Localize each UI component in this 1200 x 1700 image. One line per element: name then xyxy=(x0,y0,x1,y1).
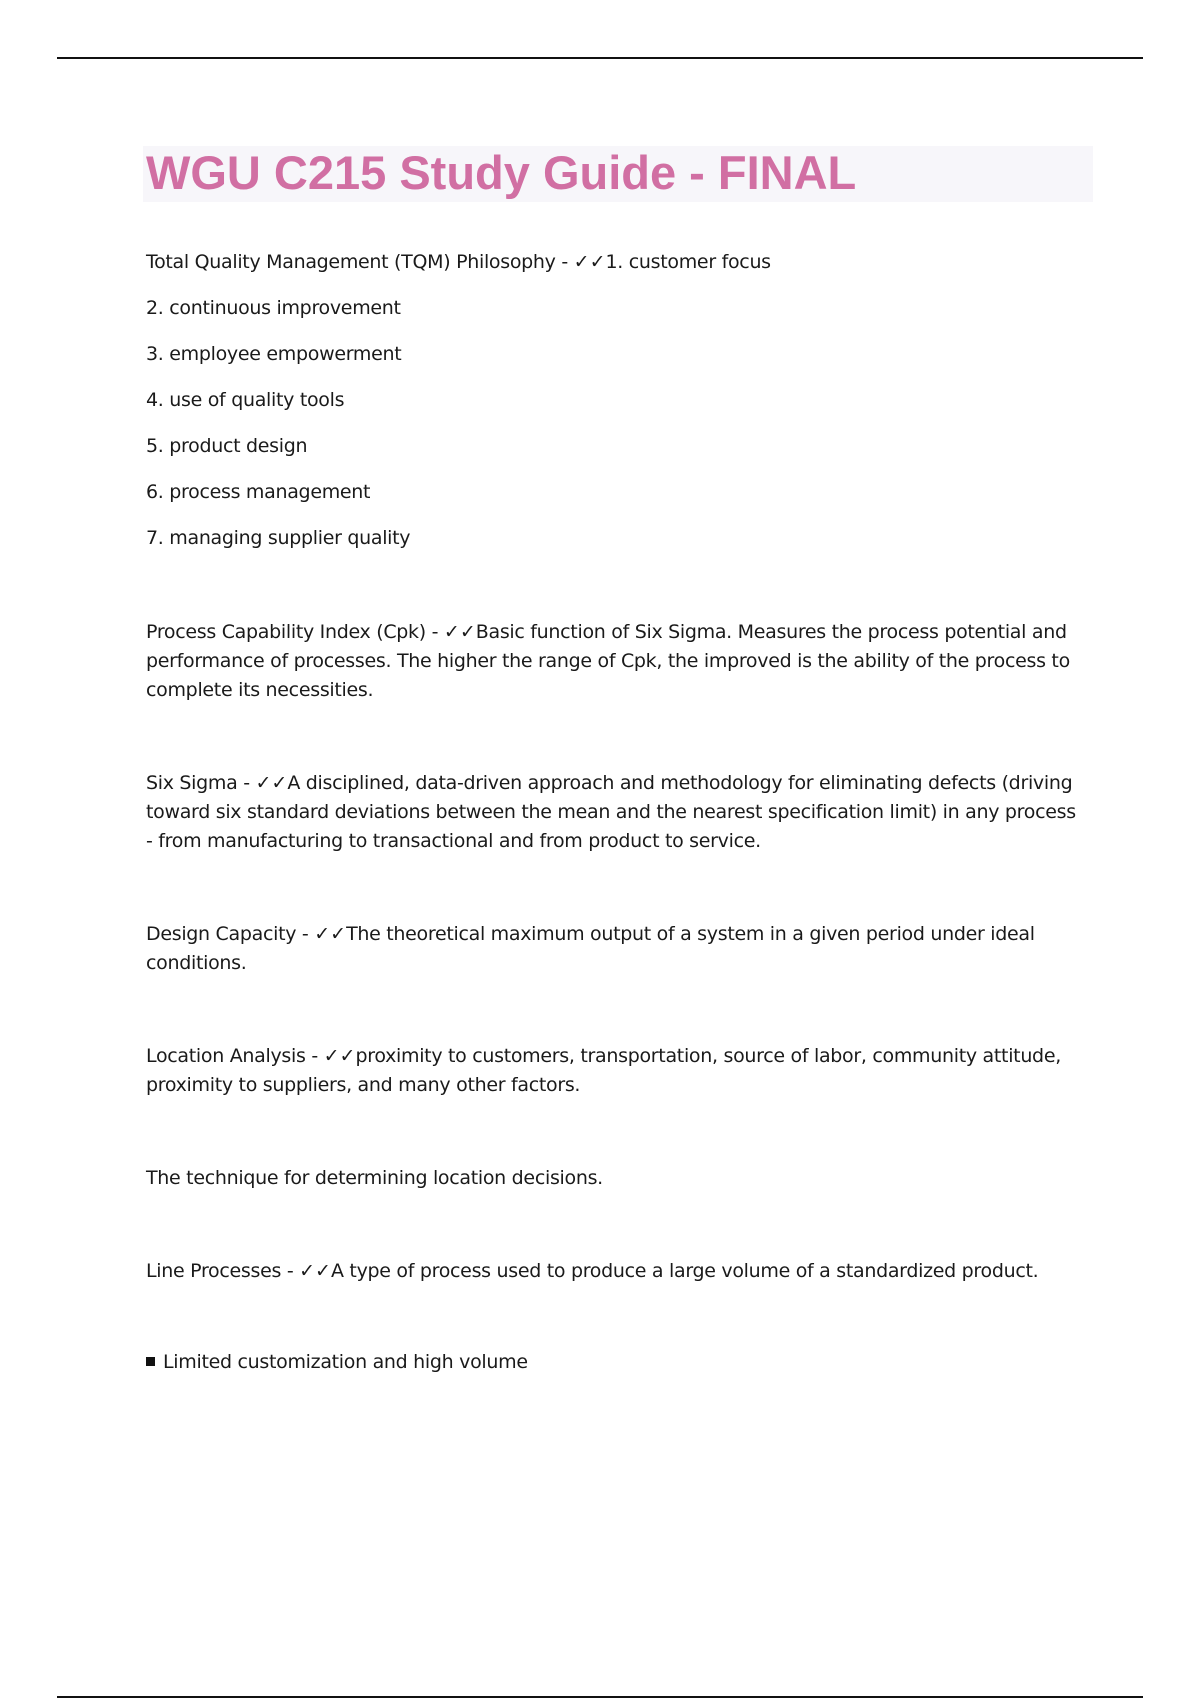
tqm-item: 6. process management xyxy=(146,481,371,503)
check-icon: ✓✓ xyxy=(255,772,288,794)
line-processes-definition: A type of process used to produce a large volume of a standardized product. xyxy=(330,1260,1039,1282)
tqm-item: 5. product design xyxy=(146,435,308,457)
check-icon: ✓✓ xyxy=(573,251,606,273)
location-analysis-definition: proximity to customers, transportation, source of labor, community attitude, proximity to suppliers, and many other factors. xyxy=(146,1045,1061,1096)
tqm-entry xyxy=(146,248,1086,294)
location-analysis-term: Location Analysis - xyxy=(146,1045,324,1067)
cpk-entry xyxy=(146,618,1086,705)
tqm-item: 3. employee empowerment xyxy=(146,343,402,365)
tqm-item: 4. use of quality tools xyxy=(146,389,345,411)
cpk-definition: Basic function of Six Sigma. Measures the process potential and performance of processes. The higher the range of Cpk, the improved is the ability of the process to complete its necessities. xyxy=(146,621,1070,701)
location-analysis-note: The technique for determining location decisions. xyxy=(146,1167,603,1189)
tqm-item: 7. managing supplier quality xyxy=(146,527,411,549)
bottom-rule xyxy=(57,1696,1143,1698)
document-body xyxy=(146,248,1086,1377)
check-icon: ✓✓ xyxy=(323,1045,356,1067)
design-capacity-definition: The theoretical maximum output of a system in a given period under ideal conditions. xyxy=(146,923,1035,974)
check-icon: ✓✓ xyxy=(314,923,347,945)
line-processes-term: Line Processes - xyxy=(146,1260,300,1282)
location-analysis-entry xyxy=(146,1042,1086,1100)
line-processes-bullet-text: Limited customization and high volume xyxy=(163,1351,528,1373)
six-sigma-definition: A disciplined, data-driven approach and methodology for eliminating defects (driving toward six standard deviations between the mean and the nearest specification limit) in any process - from manufacturing to transactional and from product to service. xyxy=(146,772,1076,852)
document-title: WGU C215 Study Guide - FINAL xyxy=(146,146,857,199)
check-icon: ✓✓ xyxy=(299,1260,331,1282)
line-processes-bullet xyxy=(146,1348,1086,1377)
check-icon: ✓✓ xyxy=(443,621,476,643)
six-sigma-term: Six Sigma - xyxy=(146,772,256,794)
tqm-item: 2. continuous improvement xyxy=(146,297,401,319)
tqm-term: Total Quality Management (TQM) Philosophy - xyxy=(146,251,574,273)
tqm-first-item: 1. customer focus xyxy=(605,251,771,273)
line-processes-entry xyxy=(146,1257,1086,1286)
design-capacity-entry xyxy=(146,920,1086,978)
six-sigma-entry xyxy=(146,769,1086,856)
square-bullet-icon xyxy=(146,1357,155,1366)
cpk-term: Process Capability Index (Cpk) - xyxy=(146,621,444,643)
design-capacity-term: Design Capacity - xyxy=(146,923,315,945)
top-rule xyxy=(57,57,1143,59)
